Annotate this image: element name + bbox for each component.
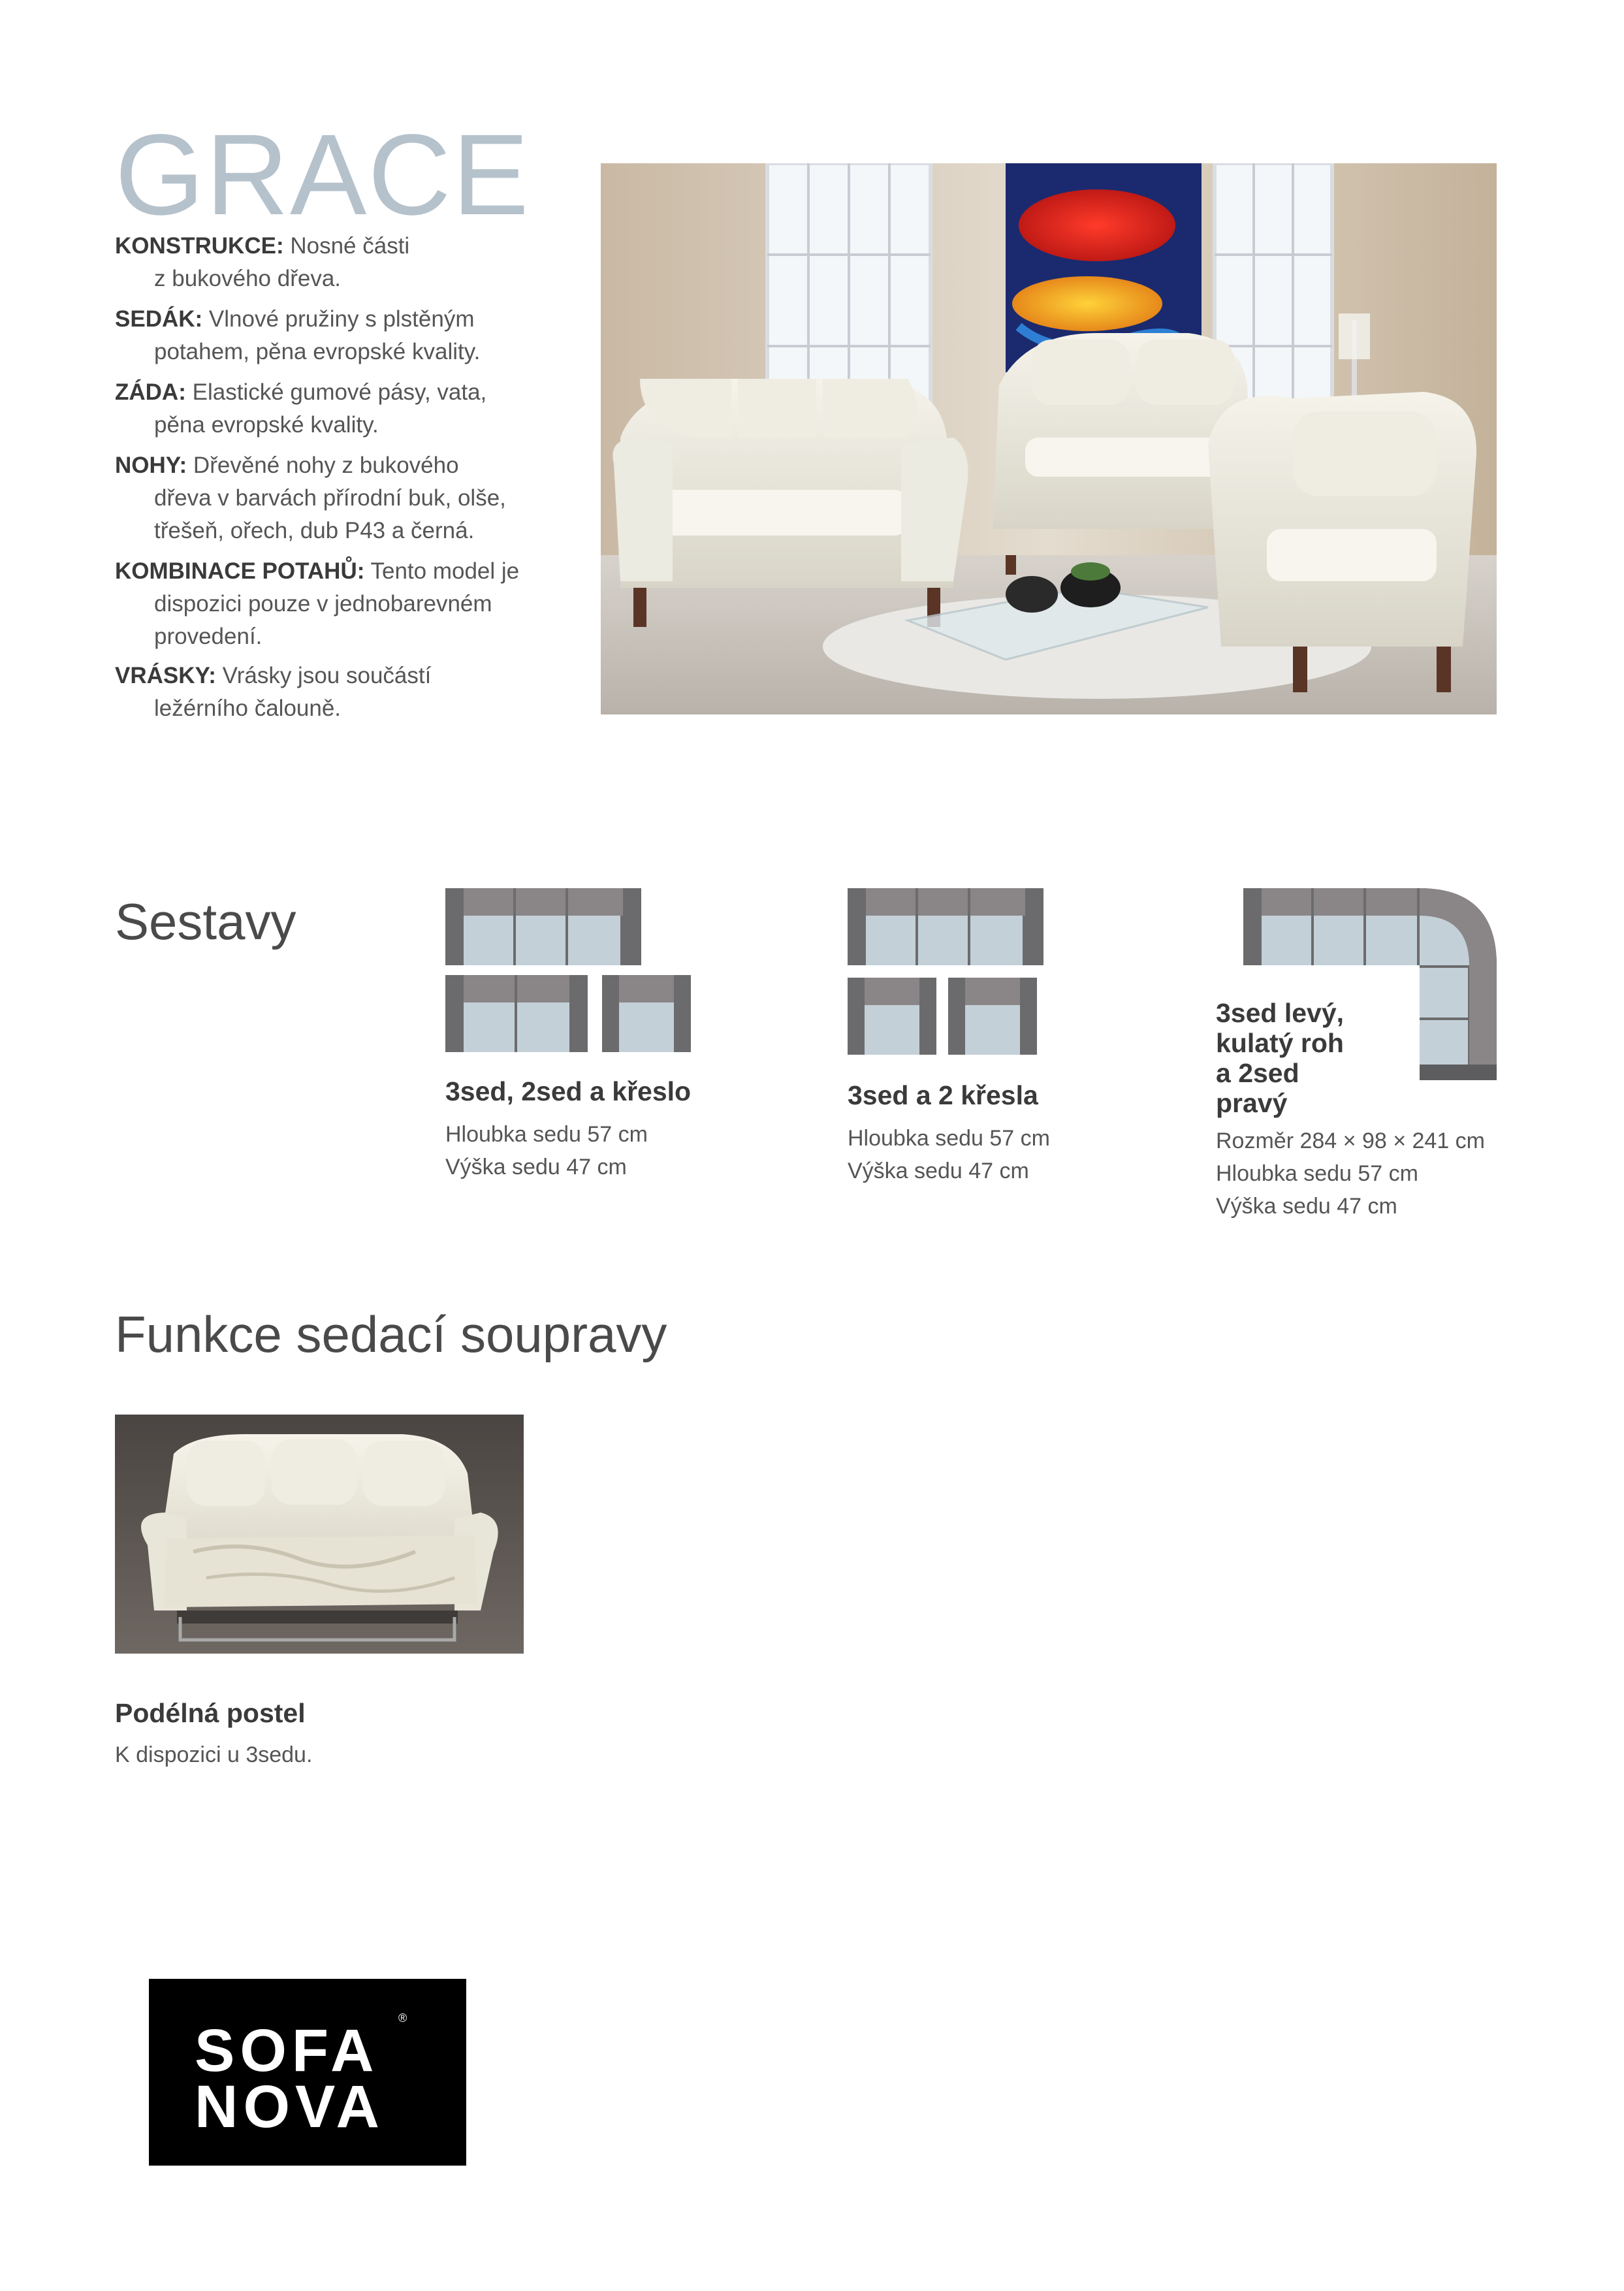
brand-logo bbox=[149, 1979, 466, 2166]
sets-section-title: Sestavy bbox=[115, 893, 296, 950]
set-3-name-line: kulatý roh bbox=[1216, 1028, 1344, 1058]
set-1-depth: Hloubka sedu 57 cm bbox=[445, 1122, 648, 1147]
set-1-info bbox=[445, 1118, 648, 1183]
spec-term: KOMBINACE POTAHŮ: bbox=[115, 558, 365, 584]
spec-term: ZÁDA: bbox=[115, 379, 186, 405]
feature-description: K dispozici u 3sedu. bbox=[115, 1742, 313, 1767]
spec-text: pěna evropské kvality. bbox=[154, 412, 379, 438]
spec-text: třešeň, ořech, dub P43 a černá. bbox=[154, 518, 475, 543]
spec-text: Elastické gumové pásy, vata, bbox=[192, 379, 487, 405]
spec-text: Nosné části bbox=[290, 233, 410, 259]
spec-vrasky bbox=[115, 660, 559, 725]
spec-sedak bbox=[115, 303, 559, 368]
set-3-info bbox=[1216, 1125, 1485, 1223]
set-3-name-line: pravý bbox=[1216, 1088, 1288, 1118]
spec-text: Vrásky jsou součástí bbox=[222, 663, 432, 688]
set-3-height: Výška sedu 47 cm bbox=[1216, 1194, 1397, 1219]
spec-text: Dřevěné nohy z bukového bbox=[193, 453, 459, 478]
brand-logo-line1: SOFA bbox=[195, 2017, 379, 2084]
spec-konstrukce bbox=[115, 230, 559, 295]
spec-kombinace bbox=[115, 555, 559, 653]
registered-mark: ® bbox=[398, 2011, 407, 2025]
spec-nohy bbox=[115, 449, 559, 547]
set-3-depth: Hloubka sedu 57 cm bbox=[1216, 1161, 1418, 1186]
set-3-name bbox=[1216, 998, 1344, 1118]
spec-text: ležérního čalouně. bbox=[154, 696, 342, 721]
set-1-name: 3sed, 2sed a křeslo bbox=[445, 1076, 692, 1106]
spec-text: z bukového dřeva. bbox=[154, 266, 342, 291]
hero-photo bbox=[601, 163, 1497, 714]
spec-text: Vlnové pružiny s plstěným bbox=[208, 306, 475, 332]
set-2-diagram bbox=[848, 888, 1050, 1055]
sofa-bed-photo bbox=[115, 1415, 524, 1654]
spec-zada bbox=[115, 376, 559, 441]
function-section-title: Funkce sedací soupravy bbox=[115, 1306, 667, 1363]
set-3-dimensions: Rozměr 284 × 98 × 241 cm bbox=[1216, 1129, 1486, 1153]
set-1-height: Výška sedu 47 cm bbox=[445, 1155, 627, 1179]
set-3-name-line: 3sed levý, bbox=[1216, 998, 1345, 1028]
set-2-info bbox=[848, 1122, 1050, 1187]
spec-term: SEDÁK: bbox=[115, 306, 203, 332]
spec-term: KONSTRUKCE: bbox=[115, 233, 284, 259]
product-title: GRACE bbox=[115, 111, 530, 239]
spec-term: VRÁSKY: bbox=[115, 663, 216, 688]
spec-text: provedení. bbox=[154, 624, 263, 649]
spec-text: dřeva v barvách přírodní buk, olše, bbox=[154, 485, 506, 511]
set-3-name-line: a 2sed bbox=[1216, 1058, 1299, 1088]
set-1-diagram bbox=[445, 888, 693, 1055]
spec-text: dispozici pouze v jednobarevném bbox=[154, 591, 492, 617]
feature-title: Podélná postel bbox=[115, 1698, 306, 1728]
set-2-name: 3sed a 2 křesla bbox=[848, 1080, 1038, 1110]
brand-logo-line2: NOVA bbox=[195, 2074, 385, 2140]
spec-term: NOHY: bbox=[115, 453, 187, 478]
set-2-depth: Hloubka sedu 57 cm bbox=[848, 1126, 1050, 1151]
spec-text: Tento model je bbox=[370, 558, 520, 584]
spec-text: potahem, pěna evropské kvality. bbox=[154, 339, 481, 364]
set-2-height: Výška sedu 47 cm bbox=[848, 1159, 1029, 1183]
